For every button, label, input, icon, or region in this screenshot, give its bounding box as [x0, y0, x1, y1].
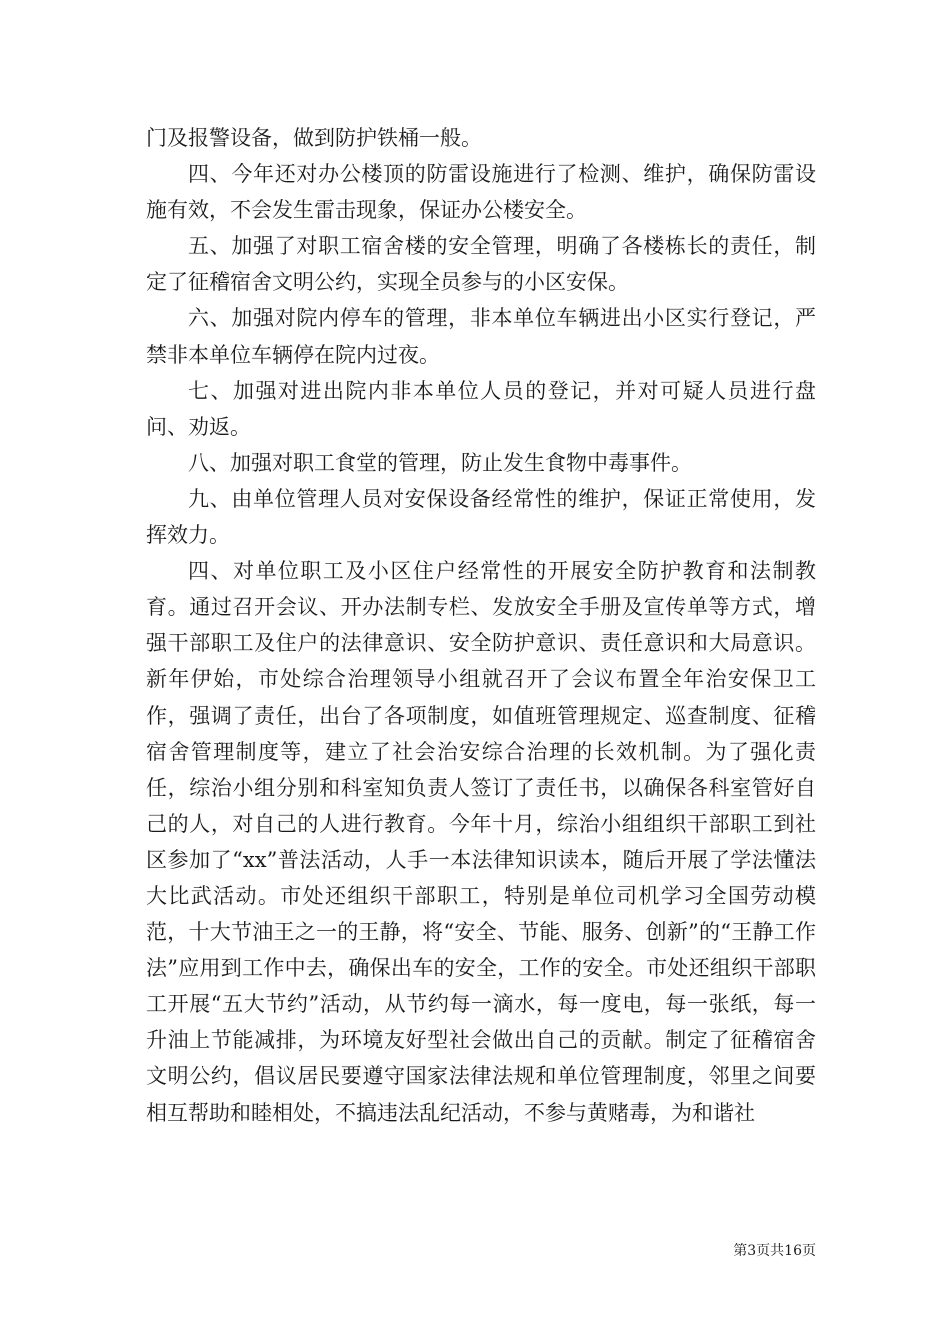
- paragraph-item-5-dormitory: 五、加强了对职工宿舍楼的安全管理，明确了各楼栋长的责任，制定了征稽宿舍文明公约，实现全员参与的小区安保。: [146, 234, 816, 295]
- page-number: 第3页共16页: [733, 1243, 816, 1259]
- paragraph-item-7-visitors: 七、加强对进出院内非本单位人员的登记，并对可疑人员进行盘问、劝返。: [146, 378, 816, 439]
- paragraph-item-6-parking: 六、加强对院内停车的管理，非本单位车辆进出小区实行登记，严禁非本单位车辆停在院内过夜。: [146, 306, 816, 367]
- document-body: [146, 120, 816, 1131]
- paragraph-item-9-maintenance: 九、由单位管理人员对安保设备经常性的维护，保证正常使用，发挥效力。: [146, 486, 816, 548]
- paragraph-item-4-lightning: 四、今年还对办公楼顶的防雷设施进行了检测、维护，确保防雷设施有效，不会发生雷击现象，保证办公楼安全。: [146, 162, 816, 223]
- paragraph-item-8-canteen: 八、加强对职工食堂的管理，防止发生食物中毒事件。: [188, 450, 692, 475]
- paragraph-section-4-education: 四、对单位职工及小区住户经常性的开展安全防护教育和法制教育。通过召开会议、开办法制专栏、发放安全手册及宣传单等方式，增强干部职工及住户的法律意识、安全防护意识、责任意识和大局意识。新年伊始，市处综合治理领导小组就召开了会议布置全年治安保卫工作，强调了责任，出台了各项制度，如值班管理规定、巡查制度、征稽宿舍管理制度等，建立了社会治安综合治理的长效机制。为了强化责任，综治小组分别和科室知负责人签订了责任书，以确保各科室管好自己的人，对自己的人进行教育。今年十月，综治小组组织干部职工到社区参加了“xx”普法活动，人手一本法律知识读本，随后开展了学法懂法大比武活动。市处还组织干部职工，特别是单位司机学习全国劳动模范，十大节油王之一的王静，将“安全、节能、服务、创新”的“王静工作法”应用到工作中去，确保出车的安全，工作的安全。市处还组织干部职工开展“五大节约”活动，从节约每一滴水，每一度电，每一张纸，每一升油上节能减排，为环境友好型社会做出自己的贡献。制定了征稽宿舍文明公约，倡议居民要遵守国家法律法规和单位管理制度，邻里之间要相互帮助和睦相处，不搞违法乱纪活动，不参与黄赌毒，为和谐社: [146, 559, 816, 1125]
- paragraph-continuation: 门及报警设备，做到防护铁桶一般。: [146, 126, 482, 150]
